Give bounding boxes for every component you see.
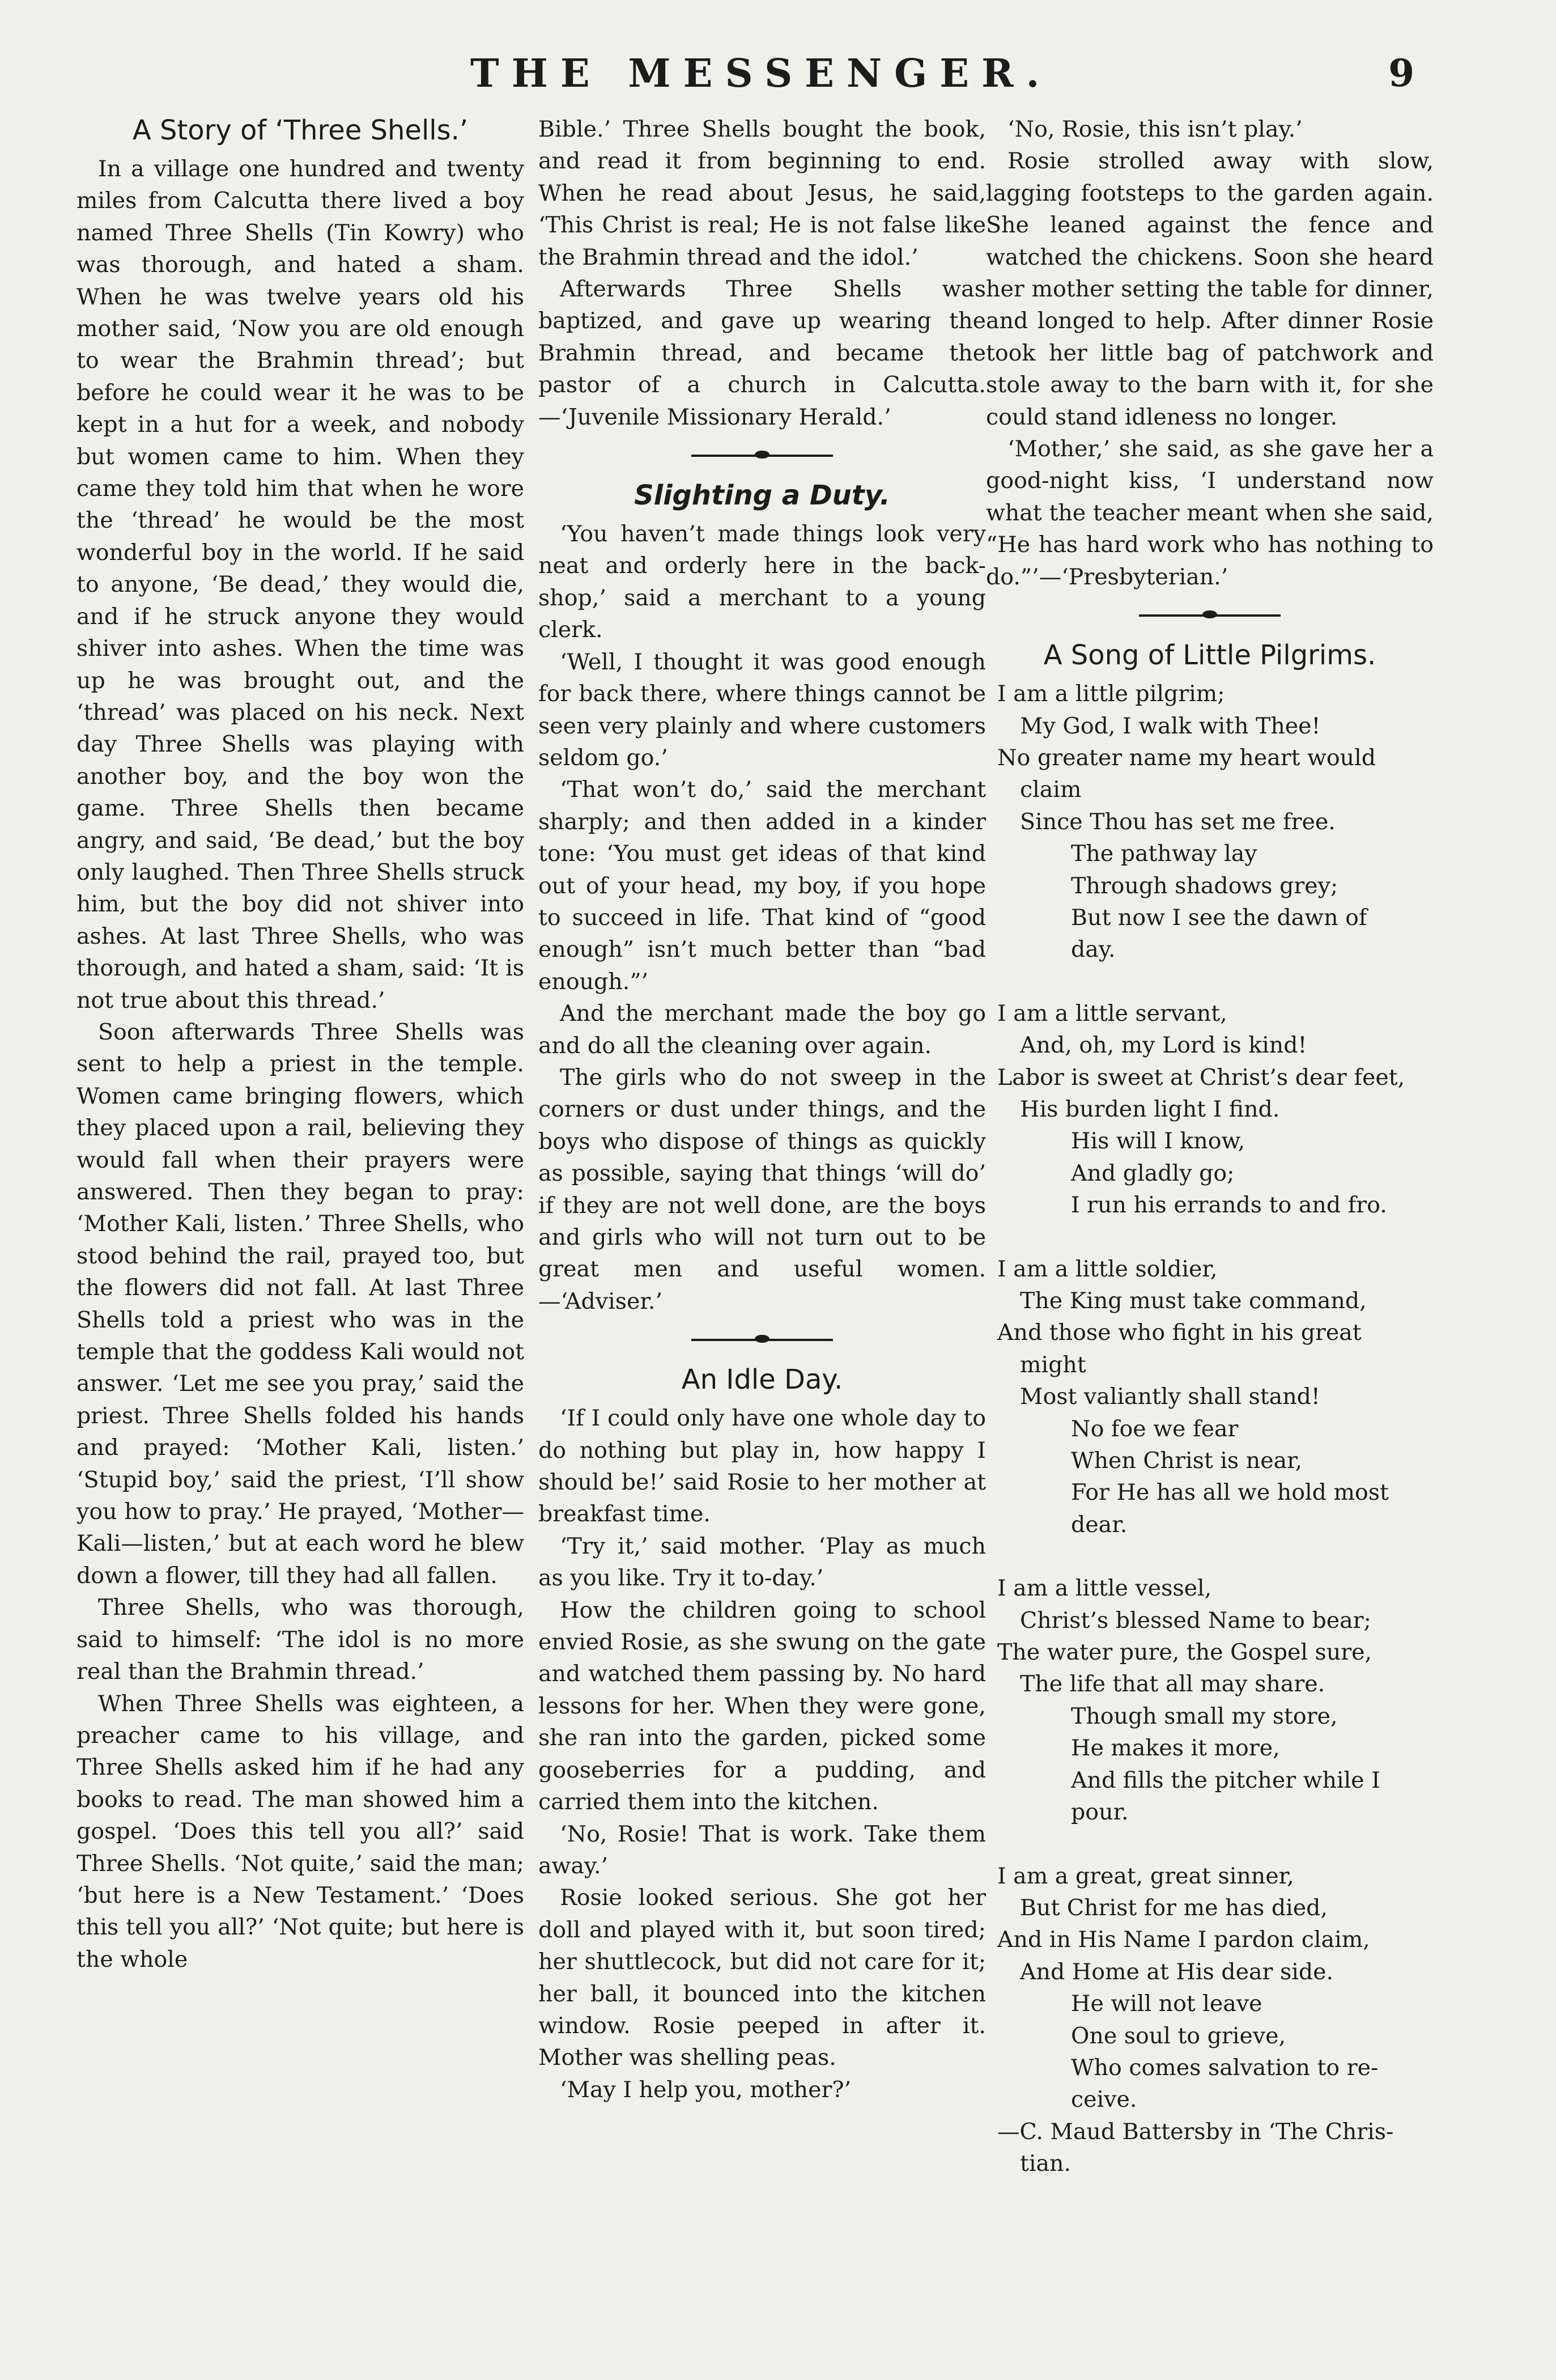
poem-line: The King must take command,: [1020, 1288, 1367, 1314]
article-paragraph: ‘Mother,’ she said, as she gave her a good-night kiss, ‘I understand now what the teacher meant when she said, “He has hard work who has nothing to do.”’—‘Presbyterian.’: [986, 436, 1434, 590]
poem-line: But Christ for me has died,: [1020, 1894, 1328, 1921]
poem-line: Labor is sweet at Christ’s dear feet,: [997, 1064, 1405, 1091]
poem-stanza: [986, 1860, 1434, 2116]
stanza-gap: [986, 1829, 1434, 1860]
poem-stanza: [986, 678, 1434, 966]
poem-line: dear.: [1071, 1511, 1128, 1538]
article-paragraph: How the children going to school envied Rosie, as she swung on the gate and watched them passing by. No hard lessons for her. When they were gone, she ran into the garden, picked some gooseberries for a pudding, and carried them into the kitchen.: [538, 1597, 986, 1815]
article-paragraph: Rosie strolled away with slow, lagging footsteps to the garden again. She leaned against the fence and watched the chickens. Soon she heard her mother setting the table for dinner, and longed to help. After dinner Rosie took her little bag of patchwork and stole away to the barn with it, for she could stand idleness no longer.: [986, 148, 1434, 430]
attribution-line: —C. Maud Battersby in ‘The Chris-: [997, 2118, 1394, 2145]
newspaper-title: THE MESSENGER.: [470, 51, 1052, 96]
poem-line: I am a great, great sinner,: [997, 1863, 1294, 1889]
poem-line: might: [1020, 1351, 1086, 1378]
column-1: [76, 113, 524, 1975]
section-divider: [691, 1331, 833, 1348]
poem-line: Since Thou has set me free.: [1020, 808, 1336, 835]
poem-line: I am a little soldier,: [997, 1255, 1218, 1282]
poem-line: I am a little pilgrim;: [997, 681, 1225, 707]
article-paragraph: ‘No, Rosie! That is work. Take them away.’: [538, 1821, 986, 1879]
article-paragraph: In a village one hundred and twenty miles from Calcutta there lived a boy named Three Shells (Tin Kowry) who was thorough, and hated a sham. When he was twelve years old his mother said, ‘Now you are old enough to wear the Brahmin thread’; but before he could wear it he was to be kept in a hut for a week, and nobody but women came to him. When they came they told him that when he wore the ‘thread’ he would be the most wonderful boy in the world. If he said to anyone, ‘Be dead,’ they would die, and if he struck anyone they would shiver into ashes. When the time was up he was brought out, and the ‘thread’ was placed on his neck. Next day Three Shells was playing with another boy, and the boy won the game. Three Shells then became angry, and said, ‘Be dead,’ but the boy only laughed. Then Three Shells struck him, but the boy did not shiver into ashes. At last Three Shells, who was thorough, and hated a sham, said: ‘It is not true about this thread.’: [76, 156, 524, 1013]
section-divider: [691, 447, 833, 464]
article-paragraph: Afterwards Three Shells was baptized, and gave up wearing the Brahmin thread, and became the pastor of a church in Calcutta.—‘Juvenile Missionary Herald.’: [538, 276, 986, 430]
poem-line: And in His Name I pardon claim,: [997, 1927, 1370, 1953]
poem-line: But now I see the dawn of: [1071, 904, 1367, 931]
attribution-line: tian.: [1020, 2150, 1072, 2177]
poem-attribution: [986, 2116, 1434, 2180]
poem-line: He will not leave: [1071, 1991, 1262, 2017]
poem-stanza: [986, 998, 1434, 1221]
poem-line: His will I know,: [1071, 1128, 1245, 1155]
poem-line: The pathway lay: [1071, 841, 1257, 867]
article-paragraph: ‘Try it,’ said mother. ‘Play as much as you like. Try it to-day.’: [538, 1533, 986, 1592]
article-title-slighting-a-duty: Slighting a Duty.: [634, 480, 890, 512]
masthead: [0, 51, 1556, 102]
poem-line: I am a little servant,: [997, 1000, 1227, 1026]
poem-line: When Christ is near,: [1071, 1448, 1303, 1474]
article-paragraph: And the merchant made the boy go and do all the cleaning over again.: [538, 1000, 986, 1059]
article-paragraph: ‘Well, I thought it was good enough for back there, where things cannot be seen very plainly and where customers seldom go.’: [538, 648, 986, 771]
article-paragraph: When Three Shells was eighteen, a preacher came to his village, and Three Shells asked him if he had any books to read. The man showed him a gospel. ‘Does this tell you all?’ said Three Shells. ‘Not quite,’ said the man; ‘but here is a New Testament.’ ‘Does this tell you all?’ ‘Not quite; but here is the whole: [76, 1690, 524, 1972]
poem-line: One soul to grieve,: [1071, 2022, 1286, 2049]
article-paragraph: Rosie looked serious. She got her doll and played with it, but soon tired; her shuttlecock, but did not care for it; her ball, it bounced into the kitchen window. Rosie peeped in after it. Mother was shelling peas.: [538, 1885, 986, 2071]
article-paragraph: Three Shells, who was thorough, said to himself: ‘The idol is no more real than the Brahmin thread.’: [76, 1594, 524, 1685]
article-title-an-idle-day: An Idle Day.: [681, 1364, 843, 1396]
article-paragraph: ‘That won’t do,’ said the merchant sharply; and then added in a kinder tone: ‘You must get ideas of that kind out of your head, my boy, if you hope to succeed in life. That kind of “good enough” isn’t much better than “bad enough.”’: [538, 777, 986, 995]
poem-line: His burden light I find.: [1020, 1096, 1280, 1122]
poem-line: My God, I walk with Thee!: [1020, 712, 1321, 739]
stanza-gap: [986, 1541, 1434, 1572]
poem-line: No foe we fear: [1071, 1415, 1239, 1442]
poem-line: He makes it more,: [1071, 1735, 1280, 1762]
poem-line: claim: [1020, 777, 1082, 803]
poem-line: day.: [1071, 936, 1116, 963]
page-number: 9: [1388, 51, 1414, 95]
poem-title: A Song of Little Pilgrims.: [1043, 639, 1376, 672]
poem-line: And those who fight in his great: [997, 1320, 1362, 1346]
poem-line: Though small my store,: [1071, 1703, 1338, 1729]
section-divider: [1139, 606, 1281, 623]
article-title-three-shells: A Story of ‘Three Shells.’: [132, 114, 469, 146]
poem-line: For He has all we hold most: [1071, 1479, 1389, 1506]
stanza-gap: [986, 1221, 1434, 1253]
poem-stanza: [986, 1572, 1434, 1828]
article-paragraph: ‘You haven’t made things look very neat and orderly here in the back-shop,’ said a merchant to a young clerk.: [538, 521, 986, 643]
poem-line: I am a little vessel,: [997, 1575, 1212, 1602]
column-2: [538, 113, 986, 2106]
article-paragraph: ‘May I help you, mother?’: [560, 2076, 852, 2103]
poem-line: And, oh, my Lord is kind!: [1020, 1032, 1307, 1059]
poem-line: ceive.: [1071, 2086, 1137, 2113]
poem-line: pour.: [1071, 1799, 1129, 1826]
poem-line: Christ’s blessed Name to bear;: [1020, 1607, 1371, 1634]
poem-line: Through shadows grey;: [1071, 872, 1338, 899]
poem-line: And Home at His dear side.: [1020, 1958, 1334, 1985]
column-3: [986, 113, 1434, 2180]
poem-line: The water pure, the Gospel sure,: [997, 1639, 1372, 1666]
poem-line: Most valiantly shall stand!: [1020, 1384, 1320, 1410]
poem-line: No greater name my heart would: [997, 744, 1376, 771]
poem-line: And fills the pitcher while I: [1071, 1767, 1380, 1793]
poem-line: And gladly go;: [1071, 1160, 1235, 1186]
article-paragraph: The girls who do not sweep in the corners or dust under things, and the boys who dispose of things as quickly as possible, saying that things ‘will do’ if they are not well done, are the boys and girls who will not turn out to be great men and useful women.—‘Adviser.’: [538, 1064, 986, 1314]
poem-line: The life that all may share.: [1020, 1671, 1325, 1698]
article-paragraph: Bible.’ Three Shells bought the book, and read it from beginning to end. When he read about Jesus, he said, ‘This Christ is real; He is not false like the Brahmin thread and the idol.’: [538, 116, 986, 270]
article-paragraph: Soon afterwards Three Shells was sent to help a priest in the temple. Women came bringing flowers, which they placed upon a rail, believing they would fall when their prayers were answered. Then they began to pray: ‘Mother Kali, listen.’ Three Shells, who stood behind the rail, prayed too, but the flowers did not fall. At last Three Shells told a priest who was in the temple that the goddess Kali would not answer. ‘Let me see you pray,’ said the priest. Three Shells folded his hands and prayed: ‘Mother Kali, listen.’ ‘Stupid boy,’ said the priest, ‘I’ll show you how to pray.’ He prayed, ‘Mother—Kali—listen,’ but at each word he blew down a flower, till they had all fallen.: [76, 1019, 524, 1589]
article-paragraph: ‘No, Rosie, this isn’t play.’: [1007, 116, 1303, 142]
poem-line: I run his errands to and fro.: [1071, 1192, 1387, 1219]
poem-stanza: [986, 1253, 1434, 1541]
poem-line: Who comes salvation to re-: [1071, 2054, 1379, 2081]
article-paragraph: ‘If I could only have one whole day to do nothing but play in, how happy I should be!’ said Rosie to her mother at breakfast time.: [538, 1405, 986, 1528]
stanza-gap: [986, 966, 1434, 998]
